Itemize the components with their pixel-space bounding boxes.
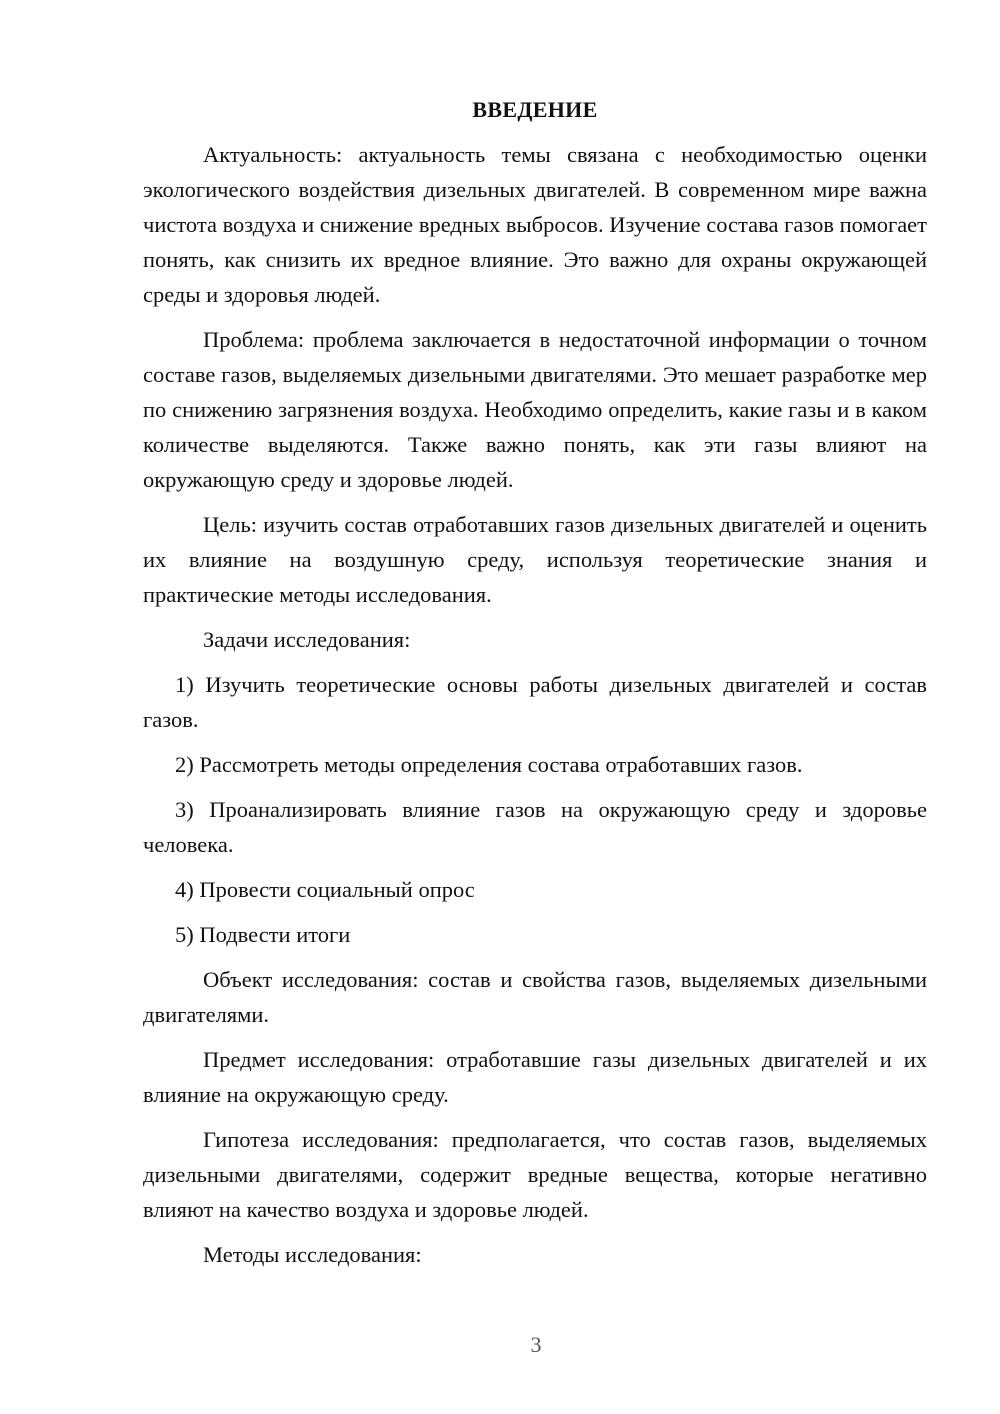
paragraph-goal: Цель: изучить состав отработавших газов дизельных двигателей и оценить их влияние на воздушную среду, используя теоретические знания и практические методы исследования.: [143, 512, 927, 607]
paragraph-tasks-heading: Задачи исследования:: [203, 627, 411, 652]
task-item: 5) Подвести итоги: [175, 922, 351, 947]
paragraph-object: Объект исследования: состав и свойства газов, выделяемых дизельными двигателями.: [143, 967, 927, 1027]
page-number: 3: [530, 1332, 542, 1357]
page-content: [143, 95, 927, 1282]
task-item: 4) Провести социальный опрос: [175, 877, 475, 902]
paragraph-relevance: Актуальность: актуальность темы связана с необходимостью оценки экологического воздействия дизельных двигателей. В современном мире важна чистота воздуха и снижение вредных выбросов. Изучение состава газов помогает понять, как снизить их вредное влияние. Это важно для охраны окружающей среды и здоровья людей.: [143, 142, 927, 307]
paragraph-subject: Предмет исследования: отработавшие газы дизельных двигателей и их влияние на окружающую среду.: [143, 1047, 927, 1107]
task-item: 3) Проанализировать влияние газов на окружающую среду и здоровье человека.: [143, 797, 927, 857]
task-item: 1) Изучить теоретические основы работы дизельных двигателей и состав газов.: [143, 672, 927, 732]
task-item: 2) Рассмотреть методы определения состава отработавших газов.: [175, 752, 803, 777]
paragraph-problem: Проблема: проблема заключается в недостаточной информации о точном составе газов, выделяемых дизельными двигателями. Это мешает разработке мер по снижению загрязнения воздуха. Необходимо определить, какие газы и в каком количестве выделяются. Также важно понять, как эти газы влияют на окружающую среду и здоровье людей.: [143, 327, 927, 492]
paragraph-methods: Методы исследования:: [203, 1242, 422, 1267]
paragraph-hypothesis: Гипотеза исследования: предполагается, что состав газов, выделяемых дизельными двигателями, содержит вредные вещества, которые негативно влияют на качество воздуха и здоровье людей.: [143, 1127, 927, 1222]
page-title: ВВЕДЕНИЕ: [472, 97, 598, 122]
